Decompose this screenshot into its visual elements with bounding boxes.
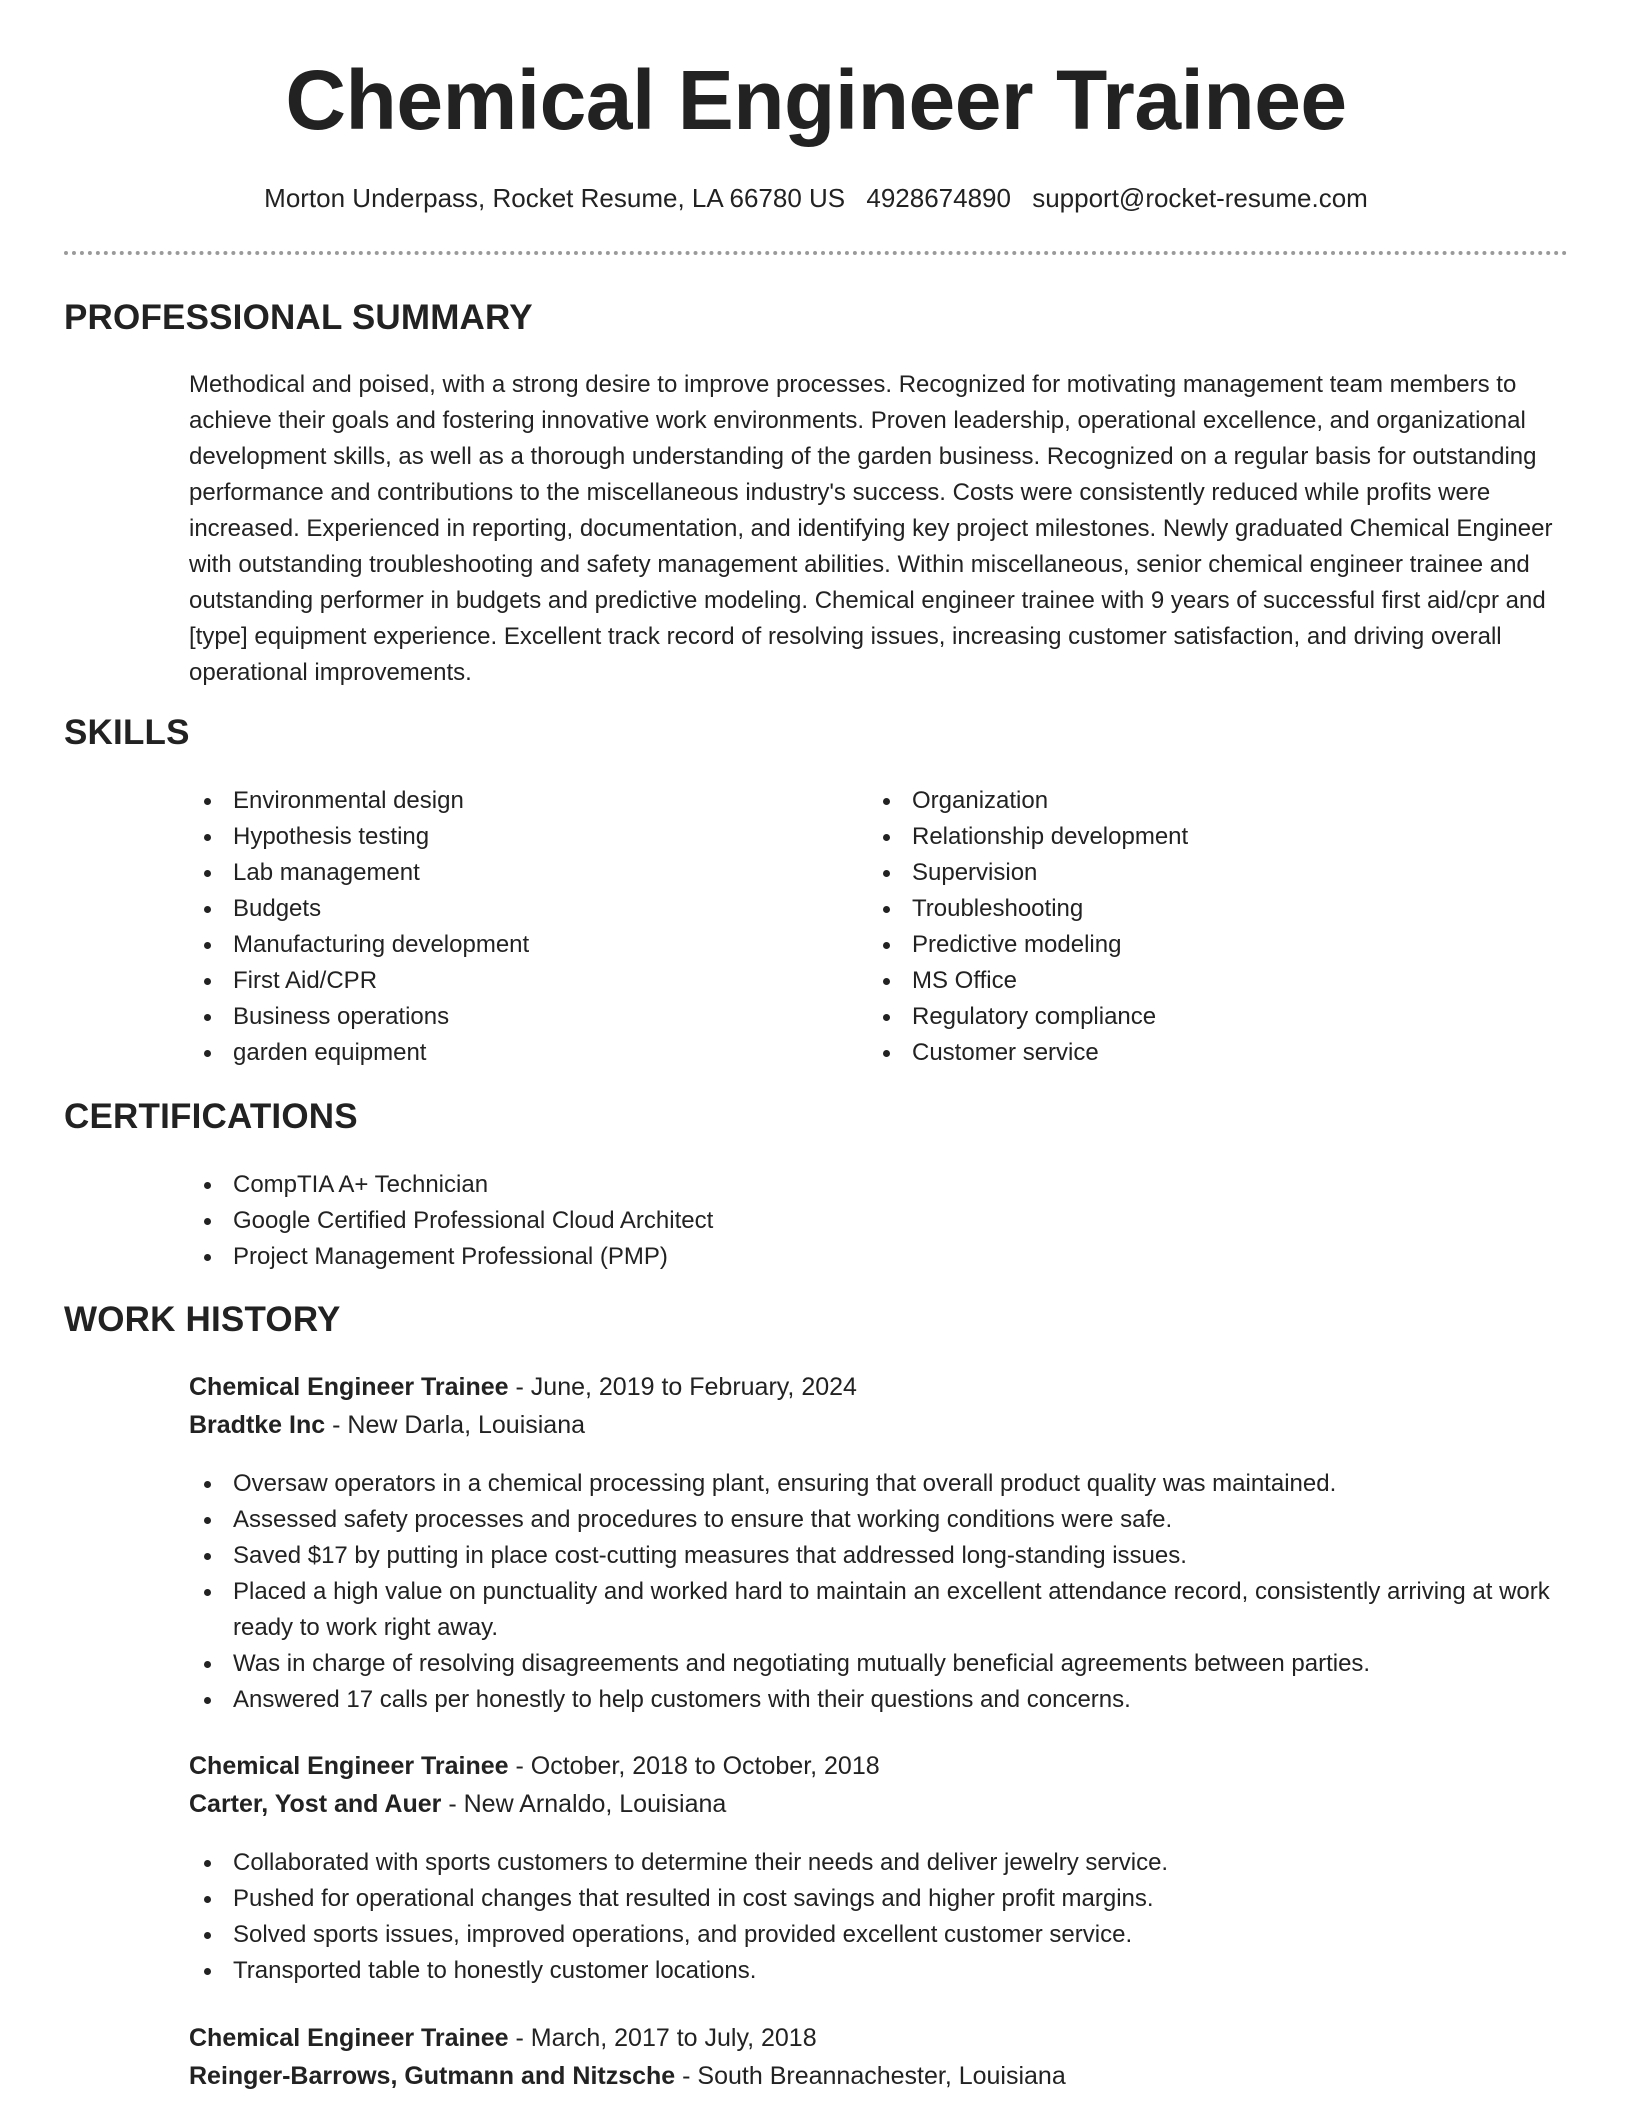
job-title-line	[189, 1373, 857, 1402]
skill-item: Organization	[868, 783, 1508, 819]
skill-item: Regulatory compliance	[868, 999, 1508, 1035]
job-company-line	[189, 1411, 585, 1440]
certification-item: Google Certified Professional Cloud Architect	[189, 1203, 1569, 1239]
job-dates: - October, 2018 to October, 2018	[508, 1752, 880, 1780]
job-title: Chemical Engineer Trainee	[189, 1752, 509, 1780]
job-location: - New Darla, Louisiana	[325, 1411, 586, 1439]
job-company: Reinger-Barrows, Gutmann and Nitzsche	[189, 2062, 676, 2090]
job-bullet: Solved sports issues, improved operations, and provided excellent customer service.	[189, 1917, 1569, 1953]
skill-item: Predictive modeling	[868, 927, 1508, 963]
job-bullet: Oversaw operators in a chemical processing plant, ensuring that overall product quality was maintained.	[189, 1466, 1569, 1502]
skills-heading: SKILLS	[64, 713, 190, 752]
job-bullet: Saved $17 by putting in place cost-cutting measures that addressed long-standing issues.	[189, 1538, 1569, 1574]
skill-item: Budgets	[189, 891, 829, 927]
summary-heading: PROFESSIONAL SUMMARY	[64, 298, 533, 337]
contact-line	[0, 183, 1632, 214]
skill-item: First Aid/CPR	[189, 963, 829, 999]
job-title: Chemical Engineer Trainee	[189, 2024, 509, 2052]
skill-item: Business operations	[189, 999, 829, 1035]
job-bullet: Was in charge of resolving disagreements and negotiating mutually beneficial agreements between parties.	[189, 1646, 1569, 1682]
job-title-line	[189, 2024, 817, 2053]
job-dates: - June, 2019 to February, 2024	[508, 1373, 857, 1401]
header-divider	[64, 251, 1568, 255]
job-location: - South Breannachester, Louisiana	[675, 2062, 1066, 2090]
work-history-heading: WORK HISTORY	[64, 1300, 341, 1339]
summary-text: Methodical and poised, with a strong desire to improve processes. Recognized for motivating management team members to achieve their goals and fostering innovative work environments. Proven leadership, operational excellence, and organizational development skills, as well as a thorough understanding of the garden business. Recognized on a regular basis for outstanding performance and contributions to the miscellaneous industry's success. Costs were consistently reduced while profits were increased. Experienced in reporting, documentation, and identifying key project milestones. Newly graduated Chemical Engineer with outstanding troubleshooting and safety management abilities. Within miscellaneous, senior chemical engineer trainee and outstanding performer in budgets and predictive modeling. Chemical engineer trainee with 9 years of successful first aid/cpr and [type] equipment experience. Excellent track record of resolving issues, increasing customer satisfaction, and driving overall operational improvements.	[189, 371, 1553, 686]
skill-item: Manufacturing development	[189, 927, 829, 963]
contact-email: support@rocket-resume.com	[1032, 183, 1368, 213]
skill-item: Lab management	[189, 855, 829, 891]
contact-address: Morton Underpass, Rocket Resume, LA 66780 US	[264, 183, 846, 213]
skill-item: Hypothesis testing	[189, 819, 829, 855]
job-title: Chemical Engineer Trainee	[189, 1373, 509, 1401]
skill-item: Supervision	[868, 855, 1508, 891]
skills-list-right	[868, 783, 1508, 1071]
resume-title: Chemical Engineer Trainee	[285, 53, 1347, 147]
skill-item: Relationship development	[868, 819, 1508, 855]
job-dates: - March, 2017 to July, 2018	[508, 2024, 817, 2052]
skill-item: garden equipment	[189, 1035, 829, 1071]
skills-list-left	[189, 783, 829, 1071]
skill-item: Troubleshooting	[868, 891, 1508, 927]
job-location: - New Arnaldo, Louisiana	[441, 1790, 727, 1818]
job-bullet: Transported table to honestly customer locations.	[189, 1953, 1569, 1989]
certification-item: Project Management Professional (PMP)	[189, 1239, 1569, 1275]
job-title-line	[189, 1752, 880, 1781]
job-bullet: Collaborated with sports customers to determine their needs and deliver jewelry service.	[189, 1845, 1569, 1881]
job-company-line	[189, 1790, 726, 1819]
certifications-heading: CERTIFICATIONS	[64, 1097, 358, 1136]
job-bullet: Pushed for operational changes that resulted in cost savings and higher profit margins.	[189, 1881, 1569, 1917]
skill-item: Environmental design	[189, 783, 829, 819]
job-company: Bradtke Inc	[189, 1411, 326, 1439]
job-company-line	[189, 2062, 1066, 2091]
job-bullet: Assessed safety processes and procedures to ensure that working conditions were safe.	[189, 1502, 1569, 1538]
skill-item: MS Office	[868, 963, 1508, 999]
job-bullets	[189, 1466, 1569, 1718]
certification-item: CompTIA A+ Technician	[189, 1167, 1569, 1203]
skill-item: Customer service	[868, 1035, 1508, 1071]
certifications-list	[189, 1167, 1569, 1275]
contact-phone: 4928674890	[866, 183, 1011, 213]
job-bullet: Placed a high value on punctuality and worked hard to maintain an excellent attendance record, consistently arriving at work ready to work right away.	[189, 1574, 1569, 1646]
job-company: Carter, Yost and Auer	[189, 1790, 442, 1818]
job-bullets	[189, 1845, 1569, 1989]
job-bullet: Answered 17 calls per honestly to help customers with their questions and concerns.	[189, 1682, 1569, 1718]
